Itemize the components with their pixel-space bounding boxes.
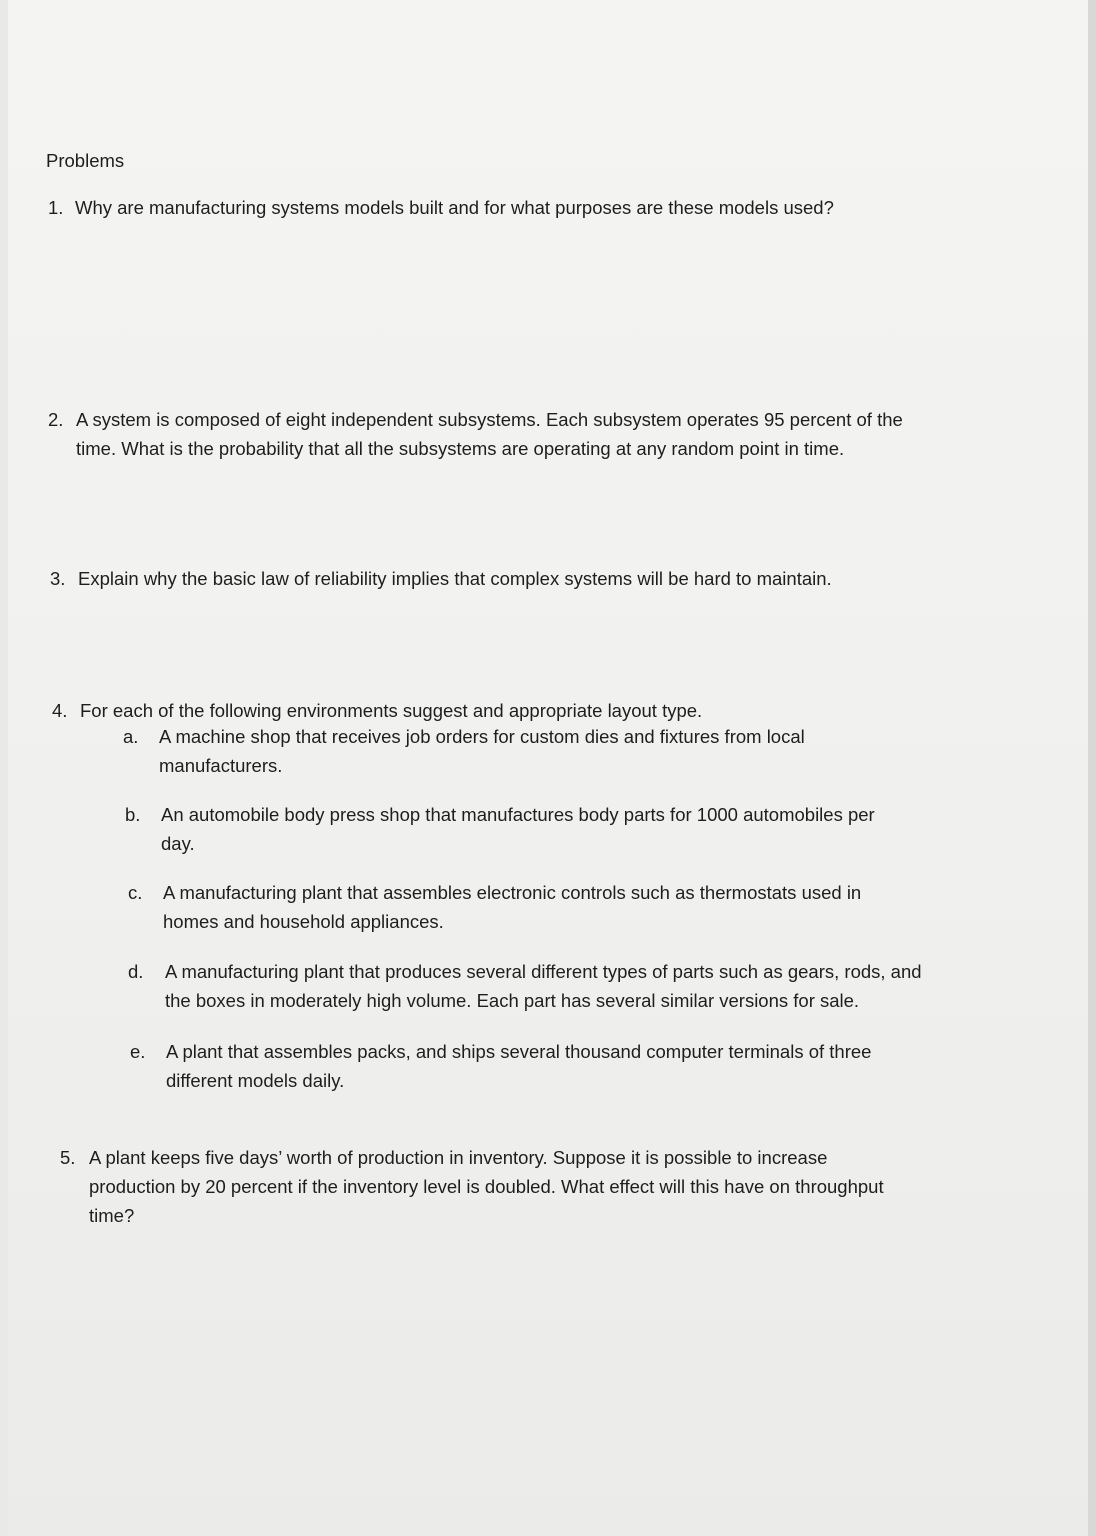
item-text-line-1: A plant that assembles packs, and ships several thousand computer terminals of three [166,1041,872,1062]
question-5 [60,1144,1070,1234]
item-text-line-2: day. [161,833,195,854]
item-letter: c. [128,882,143,903]
list-item-4c [128,878,1028,938]
list-item-4e [130,1037,1030,1097]
question-number: 5. [60,1147,76,1168]
item-text-line-2: the boxes in moderately high volume. Each part has several similar versions for sale. [165,990,860,1011]
question-text: Explain why the basic law of reliability implies that complex systems will be hard to maintain. [78,568,832,589]
item-text-line-1: A machine shop that receives job orders for custom dies and fixtures from local [159,726,805,747]
question-number: 1. [48,197,64,218]
item-letter: b. [125,804,141,825]
question-number: 2. [48,409,64,430]
item-text-line-1: An automobile body press shop that manufactures body parts for 1000 automobiles per [161,804,875,825]
page-edge-shadow [1088,0,1096,1536]
item-letter: e. [130,1041,146,1062]
question-2 [48,406,1068,466]
question-text: Why are manufacturing systems models built and for what purposes are these models used? [75,197,834,218]
question-text: For each of the following environments suggest and appropriate layout type. [80,700,703,721]
question-number: 3. [50,568,66,589]
document-page [8,0,1090,1536]
page-heading: Problems [46,150,125,171]
item-letter: a. [123,726,139,747]
item-text-line-2: different models daily. [166,1070,345,1091]
question-text-line-1: A plant keeps five days’ worth of production in inventory. Suppose it is possible to increase [89,1147,828,1168]
item-text-line-1: A manufacturing plant that produces several different types of parts such as gears, rods, and [165,961,922,982]
question-text-line-1: A system is composed of eight independent subsystems. Each subsystem operates 95 percent of the [76,409,903,430]
list-item-4d [128,957,1068,1017]
item-text-line-2: homes and household appliances. [163,911,444,932]
question-number: 4. [52,700,68,721]
question-1 [48,194,1048,224]
item-text-line-2: manufacturers. [159,755,283,776]
list-item-4b [125,800,1045,860]
list-item-4a [123,722,1023,782]
item-letter: d. [128,961,144,982]
question-text-line-2: production by 20 percent if the inventory level is doubled. What effect will this have on throughput [89,1176,884,1197]
item-text-line-1: A manufacturing plant that assembles electronic controls such as thermostats used in [163,882,862,903]
question-text-line-3: time? [89,1205,135,1226]
question-text-line-2: time. What is the probability that all the subsystems are operating at any random point in time. [76,438,845,459]
question-3 [50,565,1050,595]
